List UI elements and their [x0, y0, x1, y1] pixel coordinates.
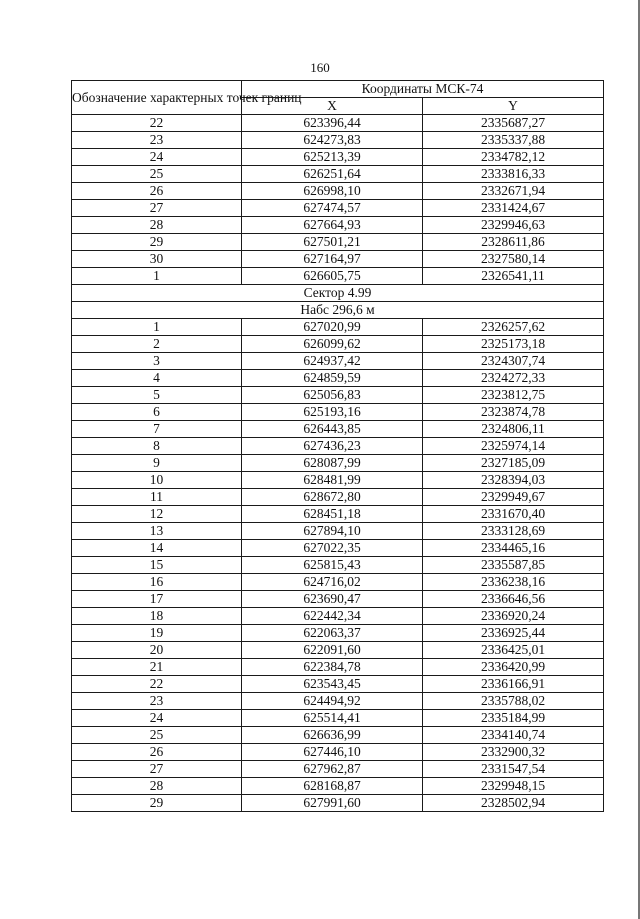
table-row — [72, 506, 604, 523]
point-number-cell: 9 — [72, 455, 242, 472]
y-coordinate-cell: 2335337,88 — [423, 132, 604, 149]
table-row — [72, 217, 604, 234]
point-number-cell: 27 — [72, 761, 242, 778]
table-header-row — [72, 81, 604, 98]
table-row — [72, 268, 604, 285]
y-coordinate-cell: 2335687,27 — [423, 115, 604, 132]
x-coordinate-cell: 628451,18 — [242, 506, 423, 523]
table-row — [72, 642, 604, 659]
y-coordinate-cell: 2331547,54 — [423, 761, 604, 778]
table-row — [72, 455, 604, 472]
point-number-cell: 17 — [72, 591, 242, 608]
table-row — [72, 523, 604, 540]
x-coordinate-cell: 622091,60 — [242, 642, 423, 659]
table-row — [72, 591, 604, 608]
table-row — [72, 693, 604, 710]
x-coordinate-cell: 623396,44 — [242, 115, 423, 132]
table-row — [72, 472, 604, 489]
point-number-cell: 10 — [72, 472, 242, 489]
y-coordinate-cell: 2324272,33 — [423, 370, 604, 387]
x-coordinate-cell: 628168,87 — [242, 778, 423, 795]
x-coordinate-cell: 627446,10 — [242, 744, 423, 761]
point-number-cell: 5 — [72, 387, 242, 404]
table-row — [72, 387, 604, 404]
y-coordinate-cell: 2335587,85 — [423, 557, 604, 574]
point-number-cell: 24 — [72, 149, 242, 166]
y-coordinate-cell: 2334465,16 — [423, 540, 604, 557]
y-coordinate-cell: 2335788,02 — [423, 693, 604, 710]
point-number-cell: 19 — [72, 625, 242, 642]
point-number-cell: 1 — [72, 268, 242, 285]
x-coordinate-cell: 627022,35 — [242, 540, 423, 557]
point-number-cell: 29 — [72, 795, 242, 812]
y-coordinate-cell: 2328394,03 — [423, 472, 604, 489]
point-number-cell: 27 — [72, 200, 242, 217]
table-row — [72, 778, 604, 795]
page-number: 160 — [310, 60, 330, 75]
y-coordinate-cell: 2334140,74 — [423, 727, 604, 744]
x-coordinate-cell: 624273,83 — [242, 132, 423, 149]
x-coordinate-cell: 627164,97 — [242, 251, 423, 268]
coordinates-table — [71, 80, 604, 812]
y-coordinate-cell: 2328611,86 — [423, 234, 604, 251]
sector-title: Сектор 4.99 — [72, 285, 604, 302]
point-number-cell: 6 — [72, 404, 242, 421]
table-row — [72, 132, 604, 149]
point-number-cell: 23 — [72, 693, 242, 710]
table-row — [72, 438, 604, 455]
x-coordinate-cell: 628672,80 — [242, 489, 423, 506]
x-coordinate-cell: 626605,75 — [242, 268, 423, 285]
y-coordinate-cell: 2336425,01 — [423, 642, 604, 659]
table-row — [72, 540, 604, 557]
x-coordinate-cell: 626443,85 — [242, 421, 423, 438]
y-coordinate-cell: 2324307,74 — [423, 353, 604, 370]
x-coordinate-cell: 625815,43 — [242, 557, 423, 574]
point-number-cell: 25 — [72, 166, 242, 183]
y-coordinate-cell: 2336238,16 — [423, 574, 604, 591]
x-coordinate-cell: 623543,45 — [242, 676, 423, 693]
x-coordinate-cell: 627020,99 — [242, 319, 423, 336]
table-row — [72, 744, 604, 761]
x-coordinate-cell: 627501,21 — [242, 234, 423, 251]
table-row — [72, 251, 604, 268]
y-coordinate-cell: 2323874,78 — [423, 404, 604, 421]
x-coordinate-cell: 626636,99 — [242, 727, 423, 744]
y-coordinate-cell: 2327185,09 — [423, 455, 604, 472]
point-number-cell: 7 — [72, 421, 242, 438]
sector-section — [72, 285, 604, 319]
y-coordinate-cell: 2332671,94 — [423, 183, 604, 200]
point-number-cell: 26 — [72, 744, 242, 761]
y-coordinate-cell: 2334782,12 — [423, 149, 604, 166]
y-coordinate-cell: 2333128,69 — [423, 523, 604, 540]
y-coordinate-cell: 2332900,32 — [423, 744, 604, 761]
point-number-cell: 29 — [72, 234, 242, 251]
x-coordinate-cell: 624716,02 — [242, 574, 423, 591]
table-row — [72, 200, 604, 217]
point-number-cell: 22 — [72, 676, 242, 693]
table-row — [72, 166, 604, 183]
point-number-cell: 28 — [72, 217, 242, 234]
point-number-cell: 8 — [72, 438, 242, 455]
table-row — [72, 370, 604, 387]
point-number-cell: 22 — [72, 115, 242, 132]
y-coordinate-cell: 2336420,99 — [423, 659, 604, 676]
table-row — [72, 149, 604, 166]
x-coordinate-cell: 627894,10 — [242, 523, 423, 540]
x-coordinate-cell: 627436,23 — [242, 438, 423, 455]
point-number-cell: 24 — [72, 710, 242, 727]
table-row — [72, 353, 604, 370]
x-coordinate-cell: 625193,16 — [242, 404, 423, 421]
y-column-header: Y — [423, 98, 604, 115]
table-row — [72, 795, 604, 812]
y-coordinate-cell: 2327580,14 — [423, 251, 604, 268]
point-number-cell: 20 — [72, 642, 242, 659]
y-coordinate-cell: 2335184,99 — [423, 710, 604, 727]
y-coordinate-cell: 2336166,91 — [423, 676, 604, 693]
x-coordinate-cell: 622384,78 — [242, 659, 423, 676]
y-coordinate-cell: 2329948,15 — [423, 778, 604, 795]
y-coordinate-cell: 2331670,40 — [423, 506, 604, 523]
table-row — [72, 727, 604, 744]
x-coordinate-cell: 625213,39 — [242, 149, 423, 166]
point-number-cell: 15 — [72, 557, 242, 574]
point-number-cell: 3 — [72, 353, 242, 370]
table-row — [72, 625, 604, 642]
table-row — [72, 557, 604, 574]
point-number-cell: 2 — [72, 336, 242, 353]
table-row — [72, 336, 604, 353]
y-coordinate-cell: 2324806,11 — [423, 421, 604, 438]
point-number-cell: 21 — [72, 659, 242, 676]
table-row — [72, 710, 604, 727]
rows-bottom — [72, 319, 604, 812]
y-coordinate-cell: 2326541,11 — [423, 268, 604, 285]
point-number-cell: 16 — [72, 574, 242, 591]
x-coordinate-cell: 628087,99 — [242, 455, 423, 472]
height-label: Набс 296,6 м — [72, 302, 604, 319]
point-number-cell: 25 — [72, 727, 242, 744]
y-coordinate-cell: 2329946,63 — [423, 217, 604, 234]
x-coordinate-cell: 627962,87 — [242, 761, 423, 778]
x-coordinate-cell: 626998,10 — [242, 183, 423, 200]
x-coordinate-cell: 624859,59 — [242, 370, 423, 387]
y-coordinate-cell: 2336920,24 — [423, 608, 604, 625]
x-coordinate-cell: 625514,41 — [242, 710, 423, 727]
point-number-cell: 1 — [72, 319, 242, 336]
point-number-cell: 26 — [72, 183, 242, 200]
table-row — [72, 234, 604, 251]
y-coordinate-cell: 2325173,18 — [423, 336, 604, 353]
y-coordinate-cell: 2336925,44 — [423, 625, 604, 642]
y-coordinate-cell: 2333816,33 — [423, 166, 604, 183]
table-row — [72, 659, 604, 676]
y-coordinate-cell: 2325974,14 — [423, 438, 604, 455]
x-coordinate-cell: 623690,47 — [242, 591, 423, 608]
height-row — [72, 302, 604, 319]
x-coordinate-cell: 624494,92 — [242, 693, 423, 710]
y-coordinate-cell: 2326257,62 — [423, 319, 604, 336]
x-coordinate-cell: 624937,42 — [242, 353, 423, 370]
point-number-cell: 13 — [72, 523, 242, 540]
table-row — [72, 574, 604, 591]
point-number-cell: 12 — [72, 506, 242, 523]
x-coordinate-cell: 625056,83 — [242, 387, 423, 404]
point-number-cell: 30 — [72, 251, 242, 268]
point-number-cell: 23 — [72, 132, 242, 149]
x-coordinate-cell: 627664,93 — [242, 217, 423, 234]
table-row — [72, 319, 604, 336]
x-coordinate-cell: 627474,57 — [242, 200, 423, 217]
table-row — [72, 183, 604, 200]
point-number-cell: 28 — [72, 778, 242, 795]
x-coordinate-cell: 622442,34 — [242, 608, 423, 625]
point-designation-header: Обозначение характерных точек границ — [72, 81, 242, 115]
x-coordinate-cell: 628481,99 — [242, 472, 423, 489]
table-row — [72, 404, 604, 421]
table-row — [72, 115, 604, 132]
table-row — [72, 489, 604, 506]
point-number-cell: 4 — [72, 370, 242, 387]
x-coordinate-cell: 627991,60 — [242, 795, 423, 812]
coordinates-header: Координаты МСК-74 — [242, 81, 604, 98]
table-row — [72, 421, 604, 438]
point-number-cell: 14 — [72, 540, 242, 557]
y-coordinate-cell: 2331424,67 — [423, 200, 604, 217]
point-number-cell: 18 — [72, 608, 242, 625]
y-coordinate-cell: 2328502,94 — [423, 795, 604, 812]
x-coordinate-cell: 626099,62 — [242, 336, 423, 353]
x-coordinate-cell: 622063,37 — [242, 625, 423, 642]
point-number-cell: 11 — [72, 489, 242, 506]
y-coordinate-cell: 2323812,75 — [423, 387, 604, 404]
table-row — [72, 761, 604, 778]
table-row — [72, 608, 604, 625]
table-row — [72, 676, 604, 693]
rows-top — [72, 115, 604, 285]
sector-title-row — [72, 285, 604, 302]
y-coordinate-cell: 2329949,67 — [423, 489, 604, 506]
x-coordinate-cell: 626251,64 — [242, 166, 423, 183]
x-column-header: X — [242, 98, 423, 115]
y-coordinate-cell: 2336646,56 — [423, 591, 604, 608]
